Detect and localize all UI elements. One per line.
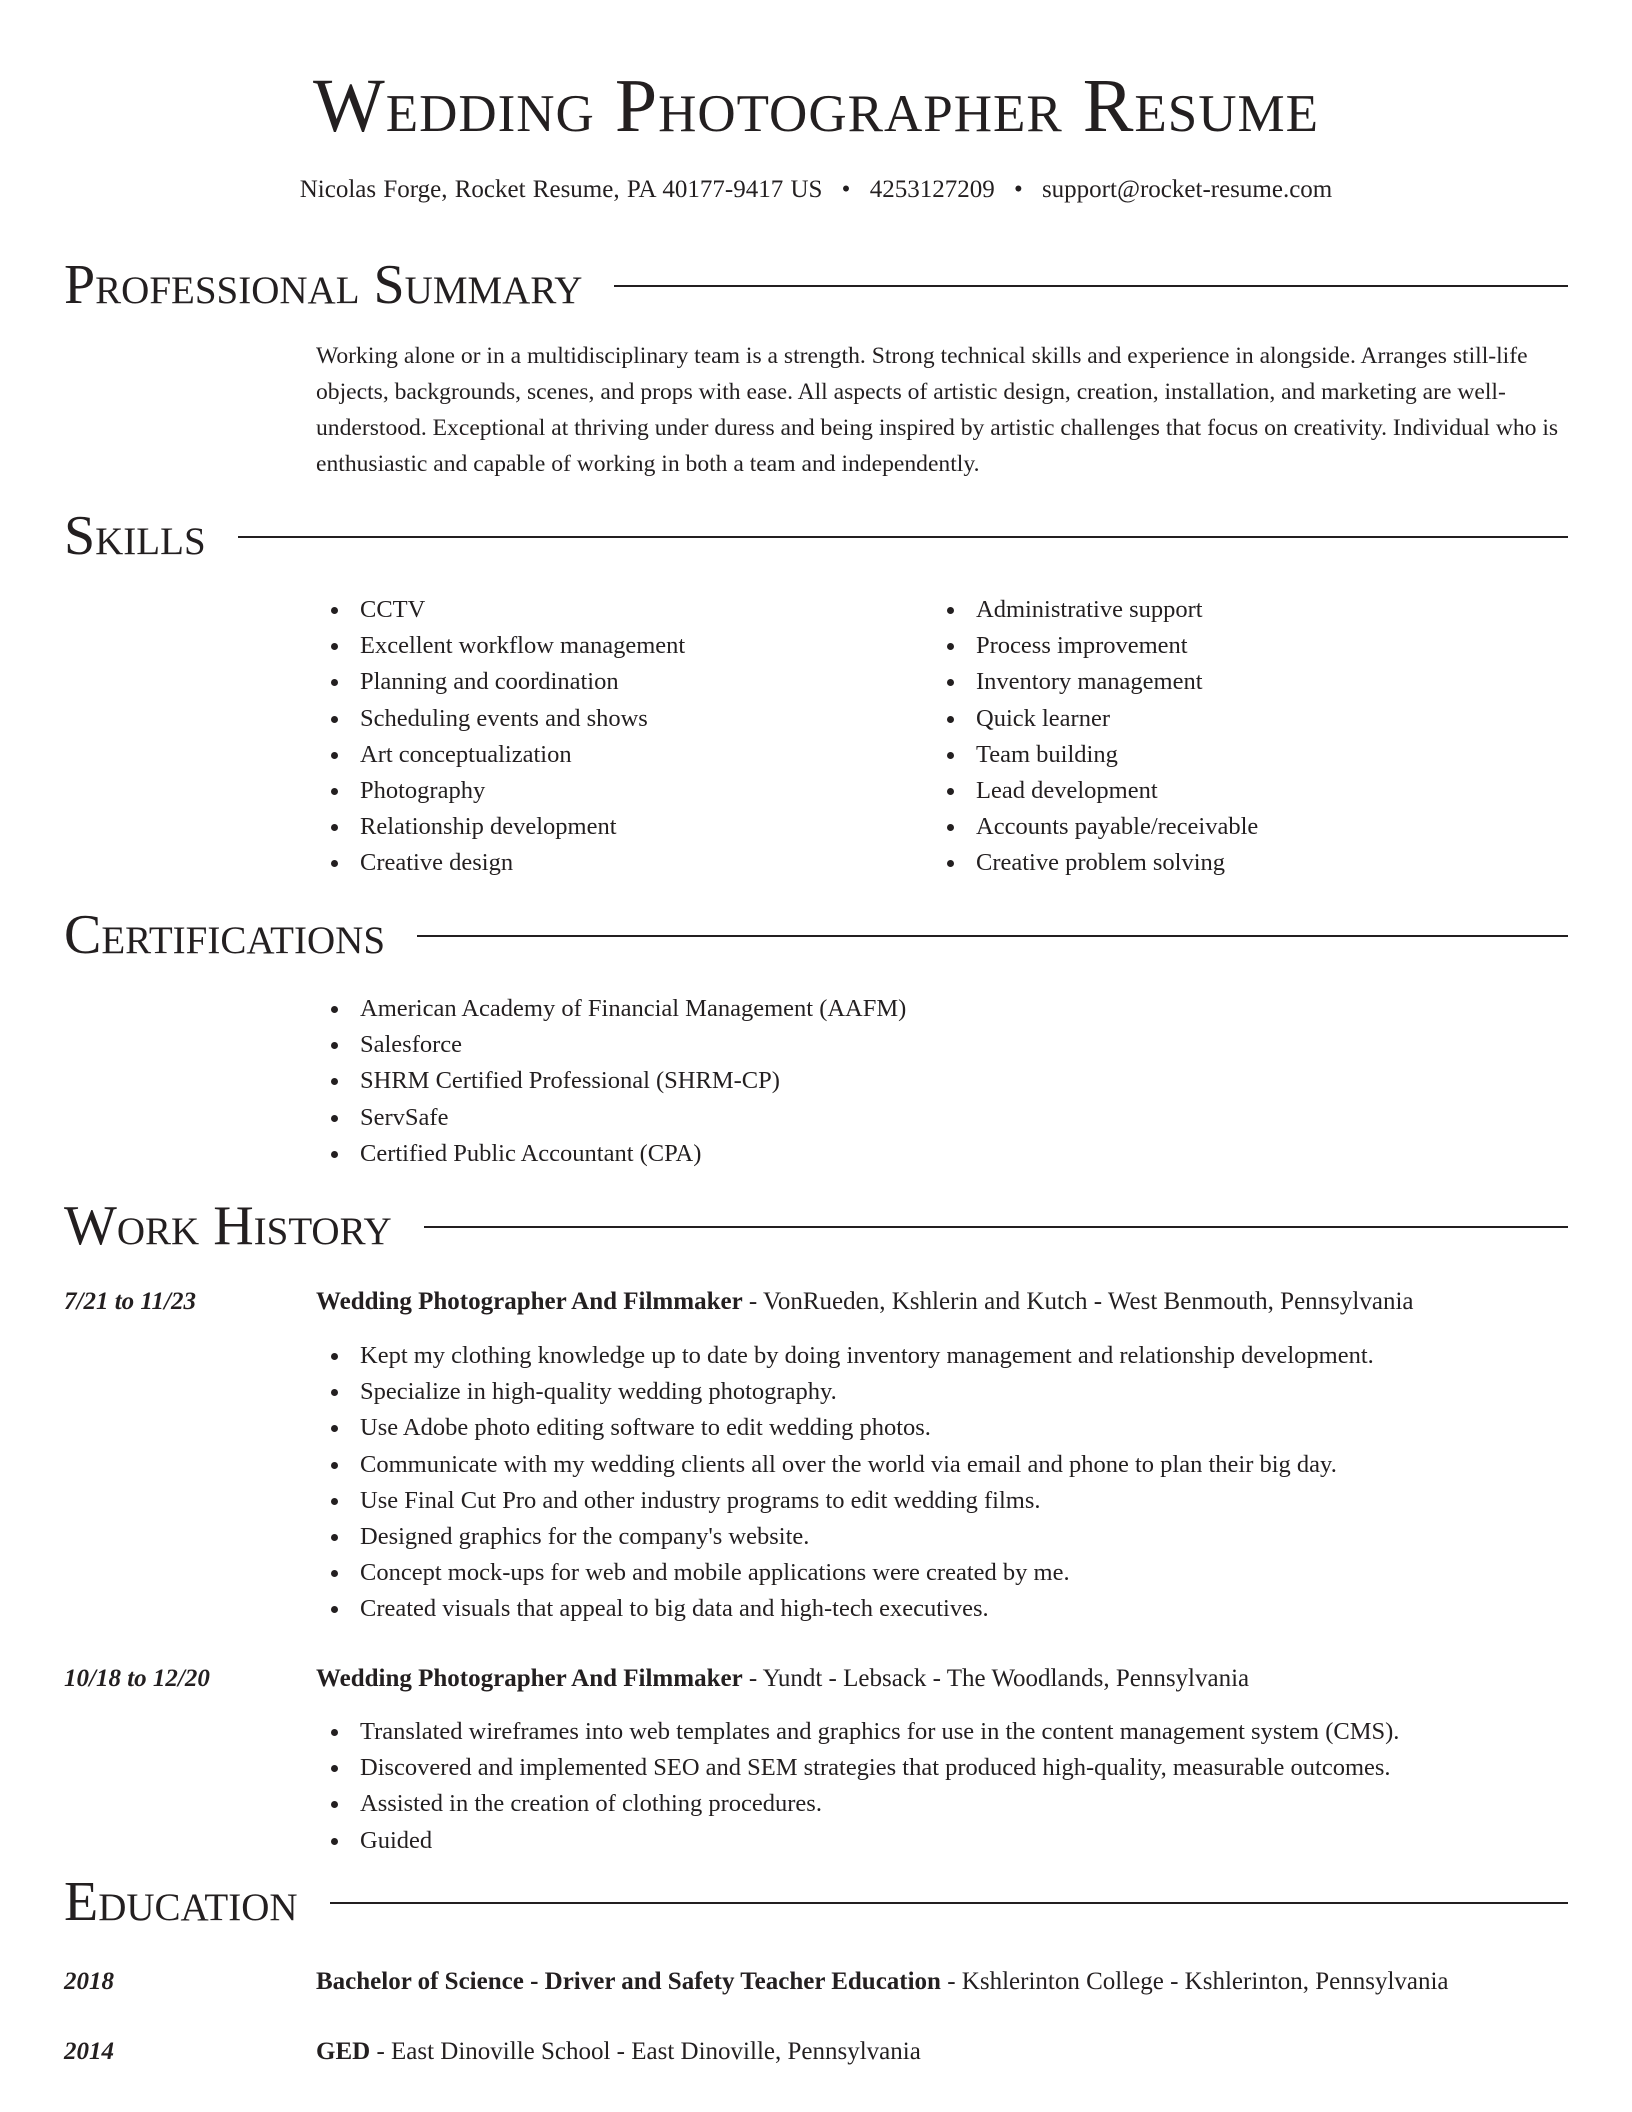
certification-item: Certified Public Accountant (CPA)	[316, 1136, 906, 1172]
certification-item: American Academy of Financial Management (AAFM)	[316, 991, 906, 1027]
skill-item: Creative problem solving	[932, 845, 1258, 881]
section-header-work-history	[64, 1191, 1568, 1261]
job-bullets	[316, 1714, 1399, 1859]
skill-item: Accounts payable/receivable	[932, 809, 1258, 845]
skill-item: Creative design	[316, 845, 685, 881]
education-school: - East Dinoville School - East Dinoville, Pennsylvania	[370, 2038, 921, 2065]
contact-email[interactable]: support@rocket-resume.com	[1041, 176, 1333, 203]
education-year: 2014	[64, 2038, 114, 2065]
section-header-education	[64, 1867, 1568, 1937]
section-divider	[417, 935, 1568, 937]
resume-title: Wedding Photographer Resume	[312, 64, 1320, 148]
section-title-summary: Professional Summary	[64, 254, 583, 316]
section-title-skills: Skills	[64, 505, 206, 567]
job-title: Wedding Photographer And Filmmaker	[316, 1288, 743, 1315]
skill-item: Scheduling events and shows	[316, 701, 685, 737]
job-heading	[316, 1661, 1249, 1697]
separator-dot: •	[1013, 176, 1023, 203]
contact-phone: 4253127209	[869, 176, 995, 203]
skill-item: Lead development	[932, 773, 1258, 809]
job-bullet: Translated wireframes into web templates and graphics for use in the content management system (CMS).	[316, 1714, 1399, 1750]
education-school: - Kshlerinton College - Kshlerinton, Pennsylvania	[940, 1968, 1449, 1995]
skill-item: Inventory management	[932, 664, 1258, 700]
certification-item: Salesforce	[316, 1027, 906, 1063]
job-bullet: Use Adobe photo editing software to edit wedding photos.	[316, 1410, 1374, 1446]
job-bullet: Communicate with my wedding clients all over the world via email and phone to plan their big day.	[316, 1447, 1374, 1483]
job-bullet: Guided	[316, 1823, 1399, 1859]
job-heading	[316, 1284, 1414, 1320]
job-bullet: Discovered and implemented SEO and SEM strategies that produced high-quality, measurable outcomes.	[316, 1750, 1399, 1786]
contact-line	[0, 172, 1632, 208]
skills-list-left	[316, 592, 685, 882]
job-bullet: Concept mock-ups for web and mobile applications were created by me.	[316, 1555, 1374, 1591]
education-entry	[316, 1964, 1449, 2000]
job-employer: - VonRueden, Kshlerin and Kutch - West Benmouth, Pennsylvania	[742, 1288, 1414, 1315]
skills-list-right	[932, 592, 1258, 882]
job-bullet: Specialize in high-quality wedding photography.	[316, 1374, 1374, 1410]
skill-item: Photography	[316, 773, 685, 809]
skill-item: CCTV	[316, 592, 685, 628]
section-header-skills	[64, 501, 1568, 571]
skill-item: Quick learner	[932, 701, 1258, 737]
job-dates: 7/21 to 11/23	[64, 1288, 196, 1315]
skill-item: Art conceptualization	[316, 737, 685, 773]
section-divider	[614, 285, 1568, 287]
job-employer: - Yundt - Lebsack - The Woodlands, Pennsylvania	[742, 1665, 1250, 1692]
job-bullet: Use Final Cut Pro and other industry programs to edit wedding films.	[316, 1483, 1374, 1519]
skill-item: Team building	[932, 737, 1258, 773]
skill-item: Relationship development	[316, 809, 685, 845]
job-dates: 10/18 to 12/20	[64, 1665, 210, 1692]
education-entry	[316, 2034, 921, 2070]
education-degree: Bachelor of Science - Driver and Safety Teacher Education	[316, 1968, 941, 1995]
skill-item: Excellent workflow management	[316, 628, 685, 664]
section-header-summary	[64, 250, 1568, 320]
section-divider	[424, 1226, 1568, 1228]
section-title-education: Education	[64, 1871, 298, 1933]
skill-item: Administrative support	[932, 592, 1258, 628]
job-bullet: Assisted in the creation of clothing procedures.	[316, 1786, 1399, 1822]
section-divider	[238, 536, 1568, 538]
section-divider	[330, 1902, 1568, 1904]
job-bullet: Created visuals that appeal to big data and high-tech executives.	[316, 1591, 1374, 1627]
summary-paragraph: Working alone or in a multidisciplinary team is a strength. Strong technical skills and experience in alongside. Arranges still-life objects, backgrounds, scenes, and props with ease. All aspects of artistic design, creation, installation, and marketing are well-understood. Exceptional at thriving under duress and being inspired by artistic challenges that focus on creativity. Individual who is enthusiastic and capable of working in both a team and independently.	[316, 343, 1559, 477]
education-degree: GED	[316, 2038, 371, 2065]
job-bullet: Designed graphics for the company's website.	[316, 1519, 1374, 1555]
section-title-work-history: Work History	[64, 1195, 392, 1257]
job-title: Wedding Photographer And Filmmaker	[316, 1665, 743, 1692]
job-bullet: Kept my clothing knowledge up to date by doing inventory management and relationship development.	[316, 1338, 1374, 1374]
section-header-certifications	[64, 900, 1568, 970]
certification-item: ServSafe	[316, 1100, 906, 1136]
education-year: 2018	[64, 1968, 114, 1995]
certifications-list	[316, 991, 906, 1172]
skill-item: Process improvement	[932, 628, 1258, 664]
separator-dot: •	[841, 176, 851, 203]
skill-item: Planning and coordination	[316, 664, 685, 700]
certification-item: SHRM Certified Professional (SHRM-CP)	[316, 1063, 906, 1099]
section-title-certifications: Certifications	[64, 904, 386, 966]
job-bullets	[316, 1338, 1374, 1628]
contact-address: Nicolas Forge, Rocket Resume, PA 40177-9417 US	[299, 176, 823, 203]
